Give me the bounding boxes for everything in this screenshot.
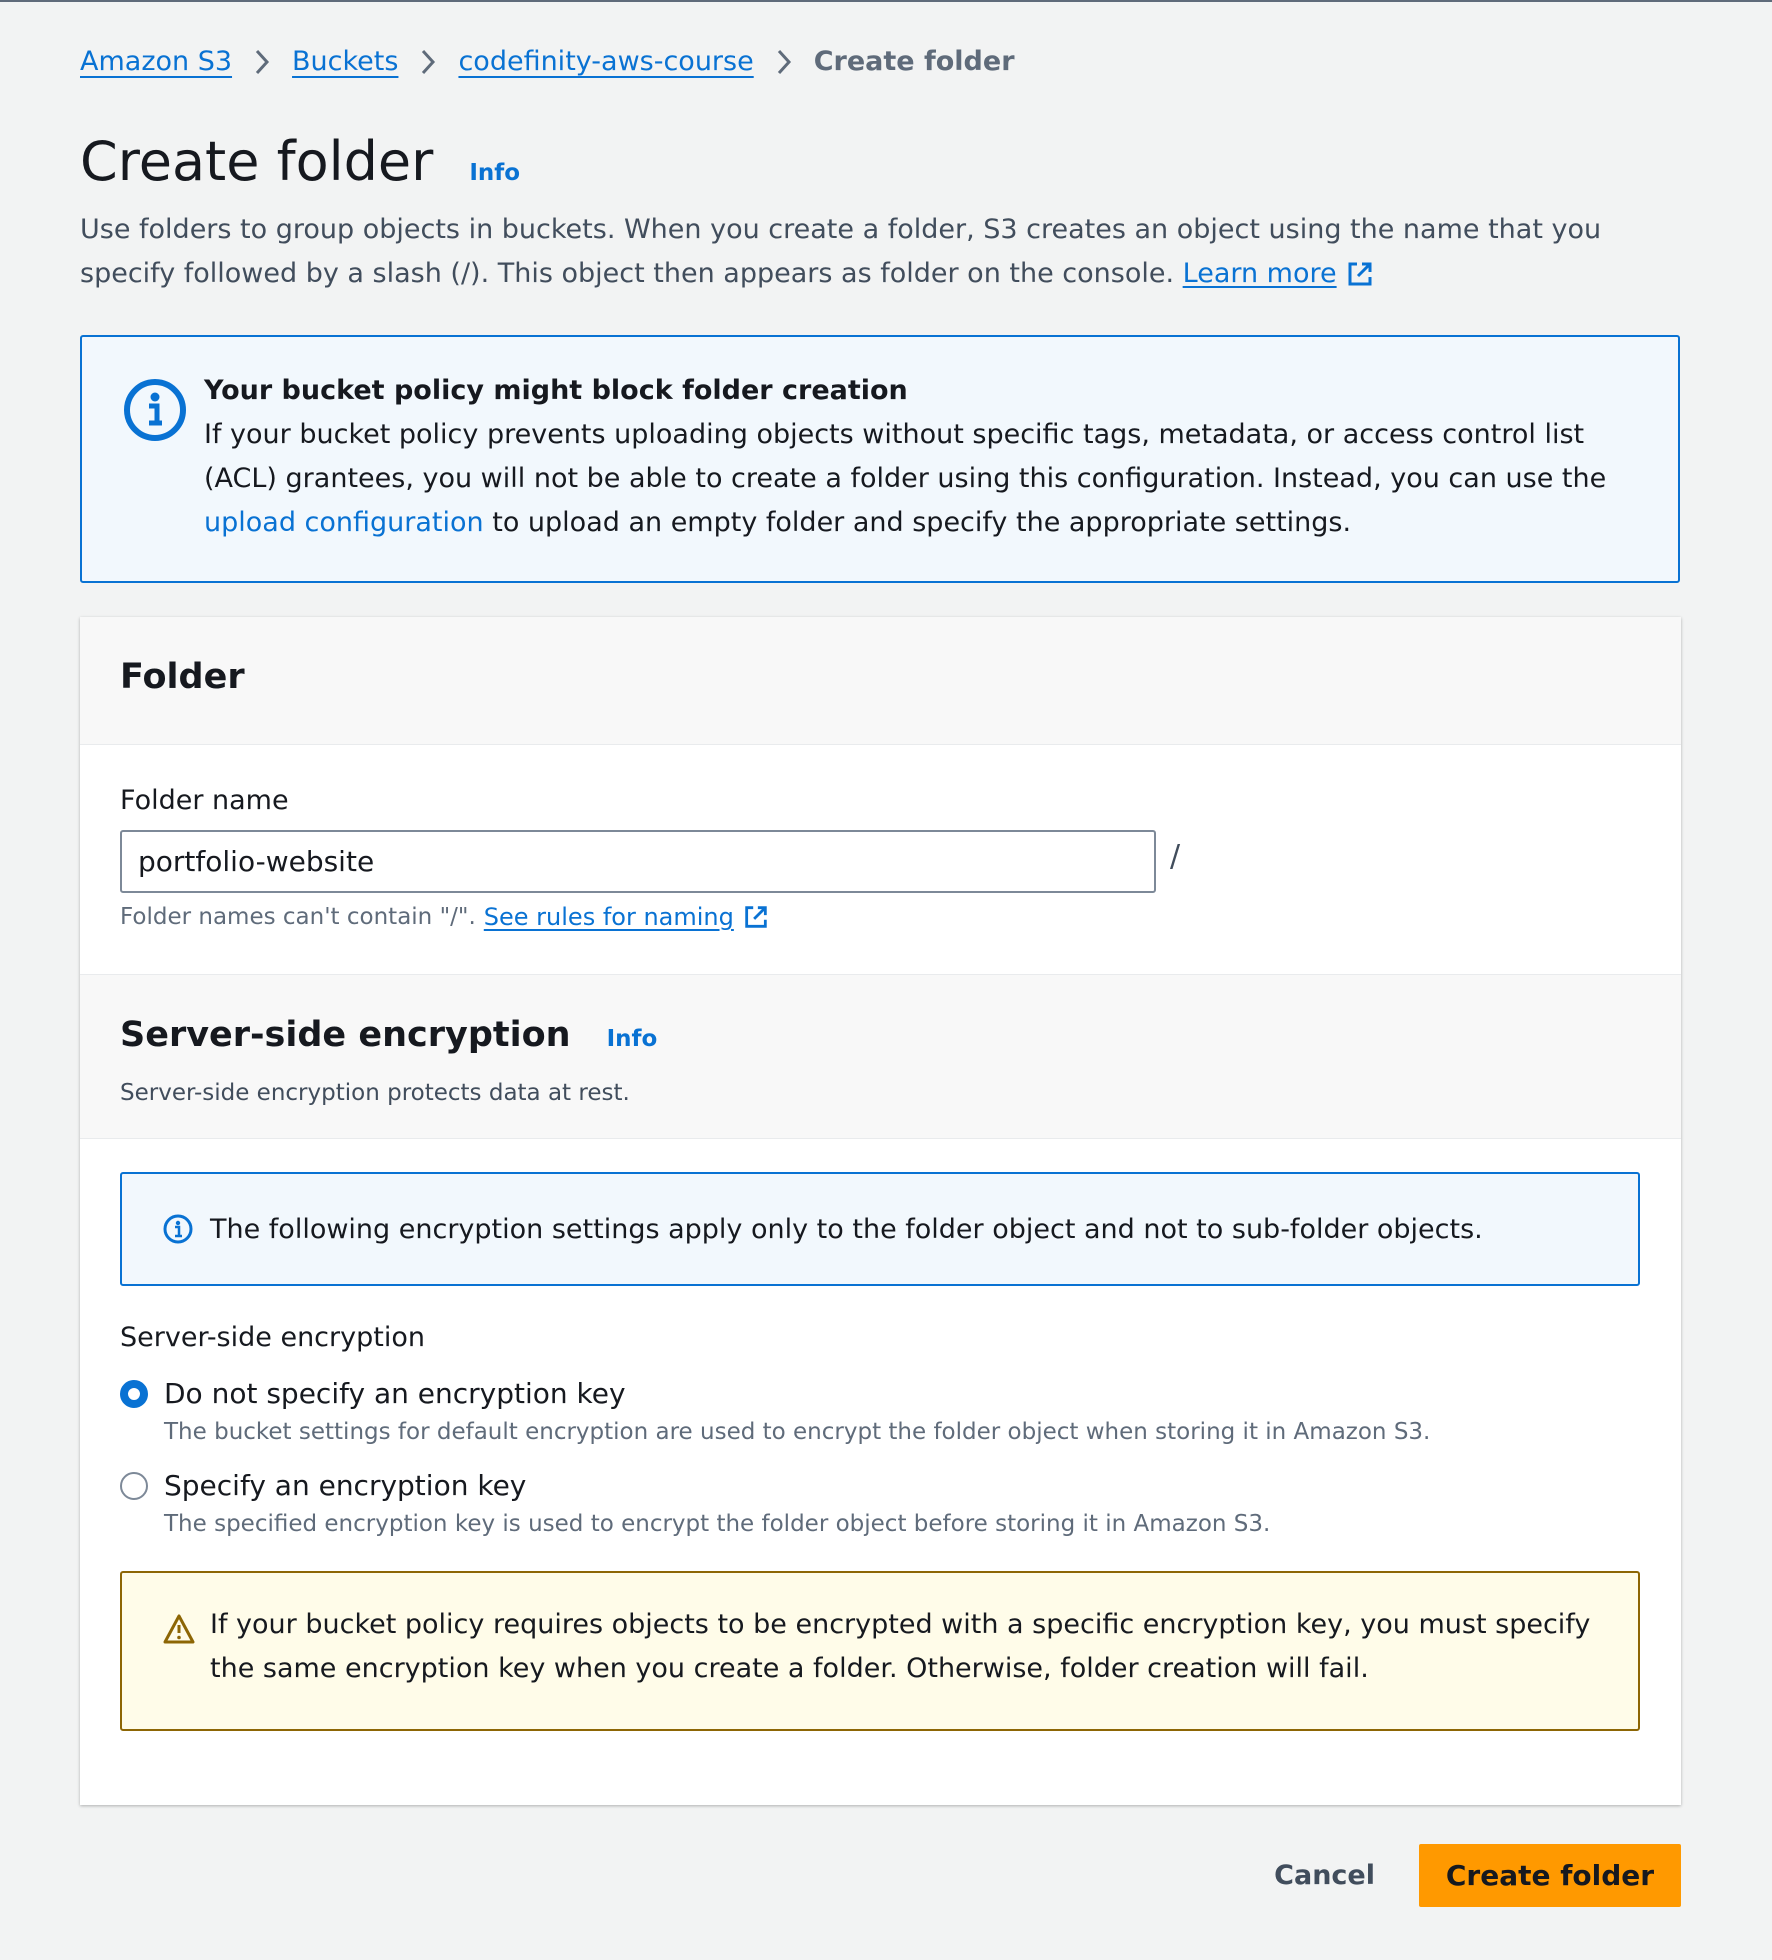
folder-panel-title: Folder <box>120 657 245 697</box>
breadcrumb-amazon-s3[interactable]: Amazon S3 <box>80 46 233 77</box>
radio-label: Specify an encryption key <box>164 1469 527 1502</box>
radio-description: The bucket settings for default encryption are used to encrypt the folder object when storing it in Amazon S3. <box>164 1419 1431 1445</box>
page-title: Create folder <box>80 130 434 193</box>
external-link-icon <box>1345 259 1375 289</box>
folder-panel <box>80 617 1681 1805</box>
external-link-icon <box>742 903 770 931</box>
warning-triangle-icon <box>162 1613 196 1649</box>
encryption-info-link[interactable]: Info <box>606 1026 658 1052</box>
folder-name-input[interactable] <box>120 830 1156 893</box>
page-header <box>80 130 520 193</box>
policy-alert-heading: Your bucket policy might block folder creation <box>204 375 908 406</box>
description-text: Use folders to group objects in buckets. When you create a folder, S3 creates an object using the name that you specify followed by a slash (/). This object then appears as folder on the console. <box>80 214 1602 289</box>
radio-label: Do not specify an encryption key <box>164 1377 626 1410</box>
chevron-right-icon <box>754 48 814 76</box>
encryption-title-row <box>120 1015 657 1055</box>
create-folder-button[interactable]: Create folder <box>1419 1844 1681 1907</box>
page-description <box>80 208 1640 296</box>
folder-name-label: Folder name <box>120 785 289 816</box>
chevron-right-icon <box>232 48 292 76</box>
radio-description: The specified encryption key is used to encrypt the folder object before storing it in Amazon S3. <box>164 1511 1271 1537</box>
naming-rules-link[interactable] <box>484 903 770 931</box>
info-circle-icon <box>162 1213 194 1245</box>
naming-rules-label: See rules for naming <box>483 903 734 931</box>
policy-alert-text <box>204 413 1644 545</box>
encryption-warning-text: If your bucket policy requires objects to be encrypted with a specific encryption key, you must specify the same encryption key when you create a folder. Otherwise, folder creation will fail. <box>210 1609 1591 1684</box>
breadcrumb-bucket-name[interactable]: codefinity-aws-course <box>458 46 754 77</box>
encryption-header <box>80 974 1681 1139</box>
breadcrumb-current: Create folder <box>813 46 1015 77</box>
upload-configuration-link[interactable]: upload configuration <box>204 507 484 538</box>
breadcrumb <box>80 46 1015 77</box>
learn-more-label: Learn more <box>1182 258 1337 289</box>
chevron-right-icon <box>398 48 458 76</box>
encryption-title: Server-side encryption <box>120 1015 571 1055</box>
encryption-group-label: Server-side encryption <box>120 1322 425 1353</box>
folder-name-helper <box>120 903 770 931</box>
encryption-warning-alert <box>120 1571 1640 1731</box>
helper-text: Folder names can't contain "/". <box>120 904 476 930</box>
breadcrumb-buckets[interactable]: Buckets <box>292 46 399 77</box>
radio-specify-encryption-key[interactable] <box>120 1469 526 1502</box>
policy-alert-text-before: If your bucket policy prevents uploading objects without specific tags, metadata, or access control list (ACL) grantees, you will not be able to create a folder using this configuration. Instead, you can use the <box>204 419 1607 494</box>
policy-alert-content <box>204 369 1644 545</box>
radio-selected[interactable] <box>120 1380 148 1408</box>
encryption-note-text: The following encryption settings apply only to the folder object and not to sub-folder objects. <box>210 1213 1483 1245</box>
policy-alert-text-after: to upload an empty folder and specify the appropriate settings. <box>492 507 1352 538</box>
folder-suffix: / <box>1170 839 1181 874</box>
policy-alert <box>80 335 1680 583</box>
encryption-note-alert <box>120 1172 1640 1286</box>
info-link[interactable]: Info <box>469 160 521 186</box>
form-actions <box>1274 1844 1681 1907</box>
folder-panel-header <box>80 617 1681 745</box>
info-circle-icon <box>122 377 188 447</box>
encryption-subtitle: Server-side encryption protects data at rest. <box>120 1080 630 1106</box>
radio-no-encryption-key[interactable] <box>120 1377 626 1410</box>
learn-more-link[interactable] <box>1183 252 1375 296</box>
radio-unselected[interactable] <box>120 1472 148 1500</box>
cancel-button[interactable]: Cancel <box>1274 1860 1375 1891</box>
